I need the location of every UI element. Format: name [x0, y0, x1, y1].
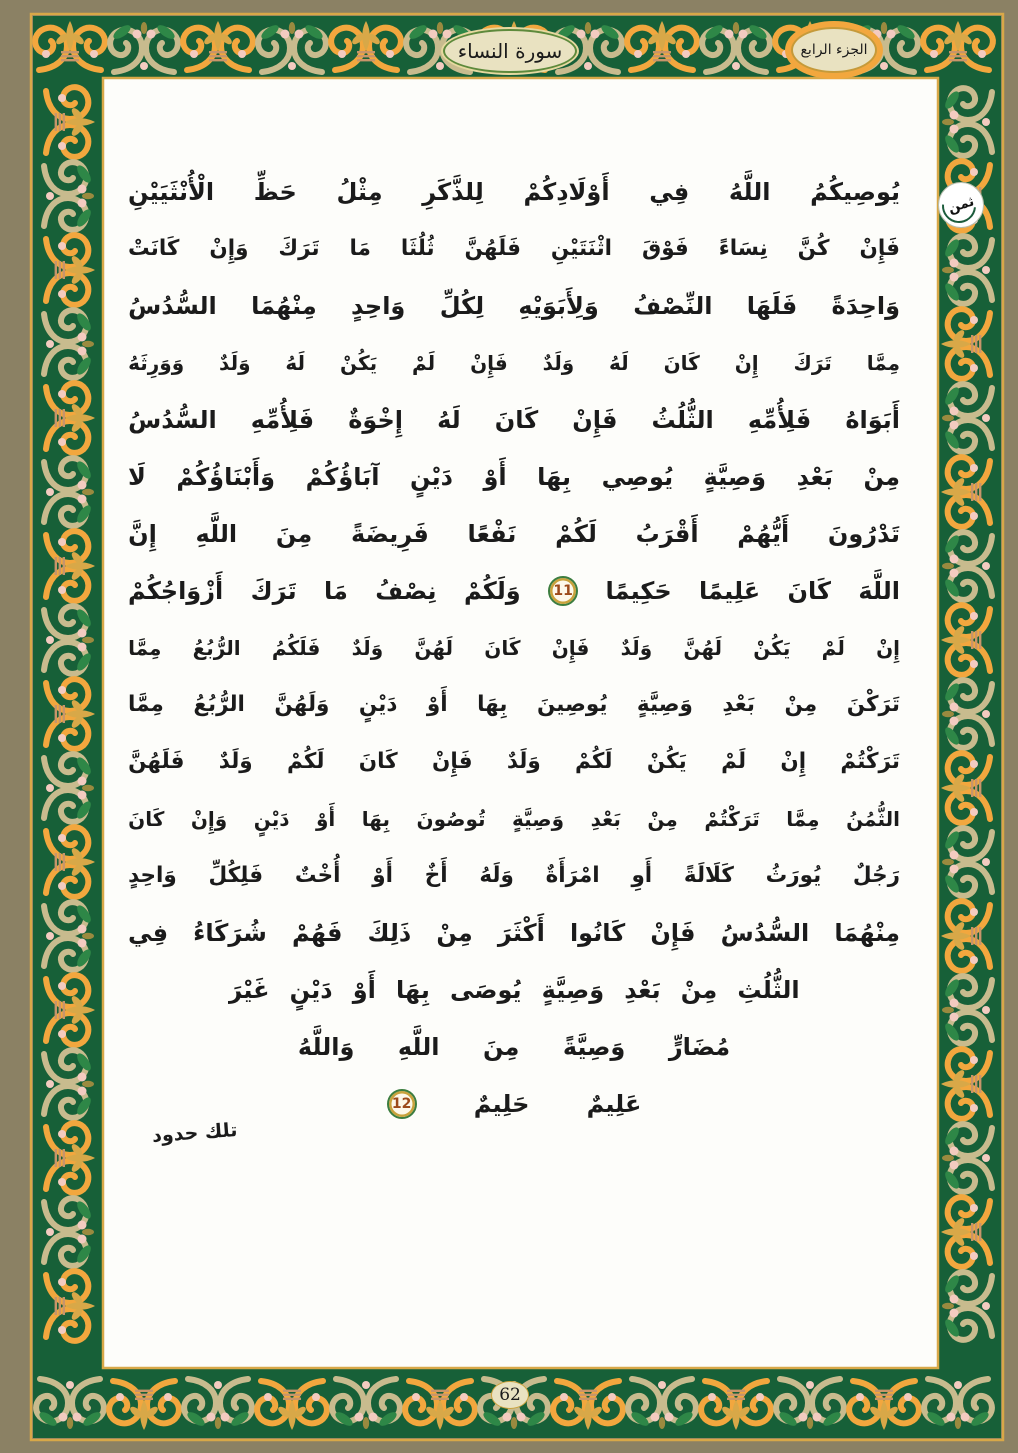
quran-word: مِنْهُمَا	[251, 291, 317, 320]
quran-word: عَلِيمًا	[699, 576, 761, 605]
quran-word: لِلذَّكَرِ	[422, 177, 484, 206]
quran-word: مِنْ	[784, 692, 818, 717]
quran-word: وَاحِدَةً	[831, 291, 900, 320]
ayah-marker-11: 11	[548, 576, 578, 606]
mushaf-line	[128, 790, 900, 847]
quran-word: تَرَكَ	[278, 236, 320, 261]
quran-word: الثُّلُثُ	[651, 405, 714, 434]
quran-word: مِنْ	[680, 975, 718, 1004]
quran-word: أَوْ	[372, 863, 393, 888]
quran-word: الرُّبُعُ	[192, 635, 241, 660]
quran-word: اللَّهُ	[728, 177, 771, 206]
quran-word: مُضَارٍّ	[668, 1032, 731, 1061]
mushaf-line	[298, 1018, 730, 1075]
hizb-label: ثمن	[946, 193, 976, 217]
quran-word: حَلِيمٌ	[473, 1089, 530, 1118]
quran-word: كَانَ	[484, 635, 521, 660]
quran-word: فَهُمْ	[292, 918, 343, 947]
mushaf-line	[128, 904, 900, 961]
quran-word: مِنْ	[863, 462, 900, 491]
quran-word: مِمَّا	[128, 635, 162, 660]
quran-word: لَهُنَّ	[414, 635, 454, 660]
quran-word: اللَّهَ	[858, 576, 900, 605]
quran-word: تَرَكْتُمْ	[840, 749, 900, 774]
mushaf-line	[128, 847, 900, 904]
quran-word: فَإِنْ	[859, 236, 900, 261]
quran-word: فِي	[649, 177, 690, 206]
juz-label: الجزء الرابع	[800, 42, 868, 58]
mushaf-line	[128, 448, 900, 505]
quran-word: كَانُوا	[569, 918, 626, 947]
quran-word: وَلِأَبَوَيْهِ	[518, 291, 599, 320]
quran-word: يَكُنْ	[339, 350, 378, 375]
quran-word: يُوصَى	[450, 975, 522, 1004]
quran-word: مِنْ	[647, 806, 678, 831]
quran-word: أَكْثَرَ	[497, 918, 545, 947]
quran-word: عَلِيمٌ	[586, 1089, 642, 1118]
quran-word: إِنْ	[780, 749, 807, 774]
quran-word: فَإِنْ	[470, 350, 508, 375]
quran-word: تَدْرُونَ	[827, 519, 900, 548]
quran-word: لَهُ	[437, 405, 461, 434]
quran-word: وَلَدٌ	[506, 749, 541, 774]
quran-word: يُوصِي	[601, 462, 674, 491]
quran-word: يُورَثُ	[765, 863, 822, 888]
juz-cartouche	[791, 27, 877, 73]
quran-word: نِصْفُ	[375, 576, 437, 605]
quran-word: فِي	[128, 918, 169, 947]
quran-word: الثُّلُثِ	[737, 975, 800, 1004]
quran-word: دَيْنٍ	[253, 806, 290, 831]
quran-word: فَلَهُنَّ	[128, 749, 185, 774]
mushaf-line	[128, 619, 900, 676]
mushaf-text	[128, 163, 900, 1132]
quran-word: تَرَكْتُمْ	[704, 806, 760, 831]
quran-word: يَكُنْ	[753, 635, 791, 660]
quran-word: لَا	[128, 462, 146, 491]
quran-word: كَانَ	[494, 405, 539, 434]
quran-word: أَزْوَاجُكُمْ	[128, 576, 224, 605]
hizb-marker	[938, 182, 984, 228]
quran-word: الرُّبُعُ	[193, 692, 245, 717]
quran-word: أُخْتٌ	[294, 863, 341, 888]
quran-word: كَلَالَةً	[683, 863, 734, 888]
quran-word: وَاللَّهُ	[297, 1032, 355, 1061]
mushaf-line	[128, 676, 900, 733]
quran-word: مِثْلُ	[336, 177, 383, 206]
quran-word: بِهَا	[477, 692, 508, 717]
quran-word: أَخٌ	[424, 863, 448, 888]
mushaf-line	[128, 733, 900, 790]
quran-word: دَيْنٍ	[410, 462, 453, 491]
quran-word: حَظِّ	[253, 177, 297, 206]
quran-word: فَإِنْ	[551, 635, 590, 660]
quran-word: لَكُمْ	[555, 519, 597, 548]
quran-word: مِنَ	[482, 1032, 520, 1061]
quran-word: وَصِيَّةٍ	[512, 806, 565, 831]
quran-word: لَهُنَّ	[683, 635, 723, 660]
quran-word: اللَّهِ	[195, 519, 238, 548]
quran-word: بِهَا	[361, 806, 391, 831]
catchword: تلك حدود	[151, 1119, 239, 1147]
mushaf-line	[228, 961, 799, 1018]
mushaf-line	[128, 220, 900, 277]
quran-word: بَعْدِ	[624, 975, 661, 1004]
quran-word: لِكُلِّ	[439, 291, 485, 320]
quran-word: أَوِ	[631, 863, 653, 888]
quran-word: وَاحِدٍ	[128, 863, 177, 888]
quran-word: الثُّمُنُ	[846, 806, 900, 831]
quran-word: أَيُّهُمْ	[737, 519, 790, 548]
quran-word: فَلِأُمِّهِ	[250, 405, 315, 434]
quran-word: اثْنَتَيْنِ	[550, 236, 613, 261]
quran-word: رَجُلٌ	[852, 863, 900, 888]
quran-word: آبَاؤُكُمْ	[305, 462, 380, 491]
quran-word: مِمَّا	[866, 350, 900, 375]
quran-word: وَلَدٌ	[620, 635, 653, 660]
mushaf-line	[128, 277, 900, 334]
quran-word: يَكُنْ	[646, 749, 687, 774]
quran-word: لَمْ	[411, 350, 436, 375]
quran-word: السُّدُسُ	[128, 291, 217, 320]
quran-word: وَإِنْ	[209, 236, 249, 261]
quran-word: دَيْنٍ	[289, 975, 333, 1004]
quran-word: امْرَأَةٌ	[545, 863, 600, 888]
quran-word: فَلَكُمُ	[271, 635, 321, 660]
quran-word: حَكِيمًا	[605, 576, 672, 605]
quran-word: فَلِأُمِّهِ	[747, 405, 812, 434]
quran-word: فَلَهَا	[746, 291, 798, 320]
quran-word: كَانَ	[663, 350, 700, 375]
quran-word: غَيْرَ	[228, 975, 270, 1004]
mushaf-line	[387, 1075, 642, 1132]
quran-word: أَوْ	[315, 806, 336, 831]
quran-word: فَإِنْ	[650, 918, 696, 947]
quran-word: فَلِكُلِّ	[208, 863, 264, 888]
quran-word: ثُلُثَا	[400, 236, 435, 261]
quran-word: إِنْ	[876, 635, 900, 660]
quran-word: مَا	[324, 576, 348, 605]
ayah-marker-12: 12	[387, 1089, 417, 1119]
quran-word: مِنْهُمَا	[834, 918, 900, 947]
surah-title-cartouche	[443, 29, 577, 73]
quran-word: وَوَرِثَهُ	[128, 350, 185, 375]
quran-word: تَرَكَ	[793, 350, 832, 375]
quran-word: وَلَدٌ	[351, 635, 384, 660]
quran-word: لَكُمْ	[286, 749, 325, 774]
quran-word: كَانَ	[128, 806, 165, 831]
quran-word: أَوْ	[483, 462, 507, 491]
quran-word: شُرَكَاءُ	[193, 918, 267, 947]
mushaf-line	[128, 163, 900, 220]
quran-word: أَوْلَادِكُمْ	[523, 177, 610, 206]
quran-word: مَا	[349, 236, 371, 261]
quran-word: الْأُنْثَيَيْنِ	[128, 177, 215, 206]
quran-word: وَصِيَّةً	[562, 1032, 626, 1061]
mushaf-line	[128, 391, 900, 448]
quran-word: دَيْنٍ	[358, 692, 398, 717]
quran-word: أَقْرَبُ	[635, 519, 699, 548]
quran-word: لَمْ	[721, 749, 747, 774]
quran-word: نِسَاءً	[718, 236, 768, 261]
quran-word: فَلَهُنَّ	[464, 236, 521, 261]
quran-word: لَهُ	[609, 350, 629, 375]
surah-title: سورة النساء	[457, 39, 563, 63]
quran-word: وَاحِدٍ	[351, 291, 406, 320]
quran-word: مِنْ	[436, 918, 473, 947]
quran-word: بِهَا	[396, 975, 430, 1004]
quran-word: بَعْدِ	[590, 806, 621, 831]
quran-word: تَرَكَ	[250, 576, 297, 605]
quran-word: بَعْدِ	[722, 692, 756, 717]
quran-word: كَانَتْ	[128, 236, 180, 261]
quran-word: أَوْ	[426, 692, 448, 717]
quran-word: مِنَ	[275, 519, 313, 548]
quran-word: مِمَّا	[128, 692, 164, 717]
mushaf-line	[128, 334, 900, 391]
quran-word: وَلَدٌ	[219, 350, 251, 375]
quran-word: وَلَكُمْ	[463, 576, 521, 605]
page-number-cartouche	[491, 1381, 529, 1409]
quran-word: تُوصُونَ	[416, 806, 486, 831]
quran-word: لَهُ	[285, 350, 306, 375]
quran-word: وَأَبْنَاؤُكُمْ	[176, 462, 276, 491]
page-number: 62	[499, 1385, 521, 1405]
quran-word: السُّدُسُ	[128, 405, 217, 434]
quran-word: كُنَّ	[797, 236, 830, 261]
quran-word: لَكُمْ	[575, 749, 613, 774]
quran-word: فَإِنْ	[572, 405, 618, 434]
quran-word: كَانَ	[358, 749, 398, 774]
quran-word: وَصِيَّةٍ	[703, 462, 767, 491]
quran-word: فَإِنْ	[432, 749, 473, 774]
mushaf-line	[128, 505, 900, 562]
quran-word: النِّصْفُ	[633, 291, 713, 320]
quran-word: يُوصِينَ	[536, 692, 608, 717]
quran-word: ذَلِكَ	[367, 918, 412, 947]
quran-word: إِنْ	[734, 350, 759, 375]
quran-word: إِخْوَةٌ	[348, 405, 403, 434]
quran-word: وَإِنْ	[190, 806, 228, 831]
quran-word: وَلَهُنَّ	[274, 692, 330, 717]
quran-word: السُّدُسُ	[720, 918, 810, 947]
mushaf-line	[128, 562, 900, 619]
quran-word: وَلَهُ	[479, 863, 514, 888]
quran-word: كَانَ	[787, 576, 831, 605]
quran-word: لَمْ	[821, 635, 845, 660]
quran-word: وَلَدٌ	[218, 749, 253, 774]
quran-word: نَفْعًا	[467, 519, 517, 548]
quran-word: وَصِيَّةٍ	[636, 692, 693, 717]
quran-word: مِمَّا	[786, 806, 820, 831]
quran-word: بِهَا	[537, 462, 572, 491]
quran-word: وَصِيَّةٍ	[541, 975, 605, 1004]
quran-word: أَبَوَاهُ	[845, 405, 900, 434]
quran-word: تَرَكْنَ	[846, 692, 900, 717]
quran-word: يُوصِيكُمُ	[810, 177, 900, 206]
quran-word: أَوْ	[352, 975, 376, 1004]
quran-word: بَعْدِ	[796, 462, 834, 491]
quran-word: اللَّهِ	[397, 1032, 440, 1061]
quran-word: وَلَدٌ	[542, 350, 575, 375]
quran-word: فَرِيضَةً	[350, 519, 429, 548]
quran-word: فَوْقَ	[641, 236, 689, 261]
quran-word: إِنَّ	[128, 519, 157, 548]
